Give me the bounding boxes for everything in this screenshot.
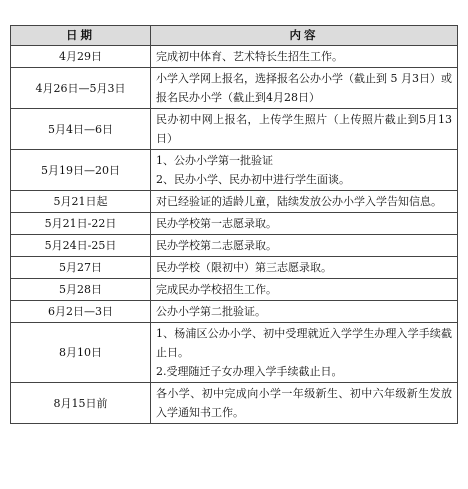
row-content (151, 235, 458, 257)
table-row (11, 235, 458, 257)
schedule-table (10, 25, 458, 424)
table-header-row (11, 26, 458, 46)
row-content (151, 46, 458, 68)
row-content (151, 301, 458, 323)
header-content: 内容 (151, 26, 458, 46)
table-row (11, 46, 458, 68)
row-content-line: 公办小学第二批验证。 (156, 305, 266, 318)
row-date: 8月15日前 (11, 383, 151, 424)
row-content-line: 对已经验证的适龄儿童，陆续发放公办小学入学告知信息。 (156, 195, 442, 208)
schedule-table-container (10, 25, 457, 424)
table-row (11, 191, 458, 213)
row-content-line: 2、民办小学、民办初中进行学生面谈。 (156, 173, 350, 186)
table-row (11, 323, 458, 383)
row-content-line: 完成初中体育、艺术特长生招生工作。 (156, 50, 343, 63)
row-content-line: 1、杨浦区公办小学、初中受理就近入学学生办理入学手续截止日。 (156, 327, 452, 359)
row-content-line: 民办学校第一志愿录取。 (156, 217, 277, 230)
table-body (11, 46, 458, 424)
row-date: 5月19日—20日 (11, 150, 151, 191)
row-content (151, 383, 458, 424)
row-content (151, 68, 458, 109)
row-date: 5月21日起 (11, 191, 151, 213)
table-row (11, 257, 458, 279)
row-date: 5月27日 (11, 257, 151, 279)
row-content-line: 小学入学网上报名，选择报名公办小学（截止到 5 月3日）或报名民办小学（截止到4月28日） (156, 72, 452, 104)
row-content (151, 279, 458, 301)
row-content-line: 1、公办小学第一批验证 (156, 154, 273, 167)
table-row (11, 301, 458, 323)
row-content-line: 民办学校（限初中）第三志愿录取。 (156, 261, 332, 274)
table-row (11, 68, 458, 109)
row-content-line: 民办初中网上报名，上传学生照片（上传照片截止到5月13日） (156, 113, 452, 145)
row-date: 5月4日—6日 (11, 109, 151, 150)
table-row (11, 109, 458, 150)
header-date: 日期 (11, 26, 151, 46)
row-date: 5月24日-25日 (11, 235, 151, 257)
row-content (151, 150, 458, 191)
row-content (151, 213, 458, 235)
row-date: 6月2日—3日 (11, 301, 151, 323)
row-date: 4月26日—5月3日 (11, 68, 151, 109)
table-row (11, 383, 458, 424)
row-content-line: 各小学、初中完成向小学一年级新生、初中六年级新生发放入学通知书工作。 (156, 387, 452, 419)
row-content (151, 109, 458, 150)
row-content (151, 191, 458, 213)
table-row (11, 213, 458, 235)
row-date: 5月21日-22日 (11, 213, 151, 235)
row-content (151, 323, 458, 383)
row-content-line: 完成民办学校招生工作。 (156, 283, 277, 296)
row-content (151, 257, 458, 279)
row-date: 4月29日 (11, 46, 151, 68)
table-row (11, 150, 458, 191)
row-date: 5月28日 (11, 279, 151, 301)
row-content-line: 2.受理随迁子女办理入学手续截止日。 (156, 365, 343, 378)
row-content-line: 民办学校第二志愿录取。 (156, 239, 277, 252)
row-date: 8月10日 (11, 323, 151, 383)
table-row (11, 279, 458, 301)
